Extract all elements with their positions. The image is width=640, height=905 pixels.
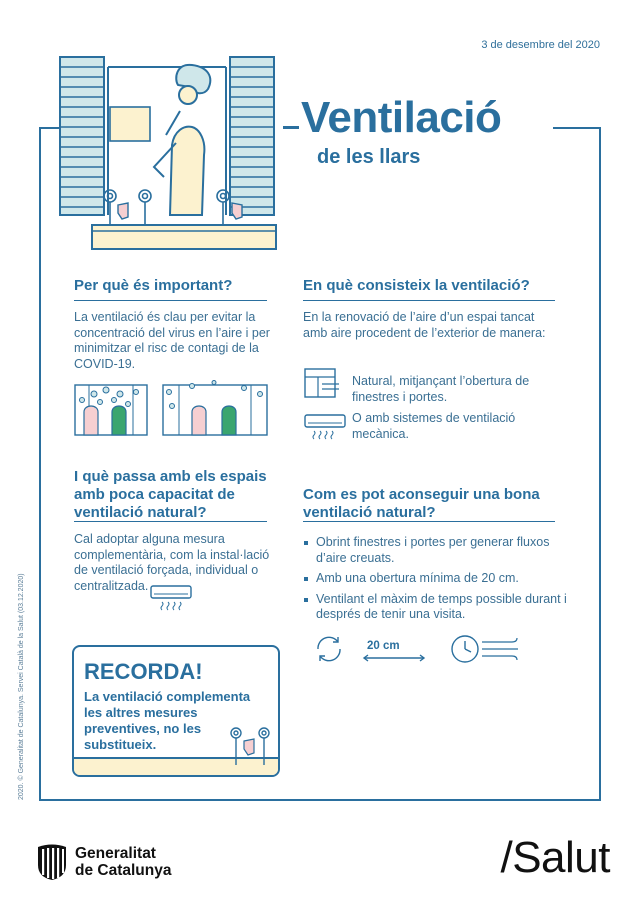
text-mechanical-ventilation: O amb sistemes de ventilació mecànica.: [352, 411, 516, 441]
rule-why-important: [74, 300, 267, 301]
clock-wind-icon: [450, 632, 520, 666]
text-natural-ventilation: Natural, mitjançant l’obertura de finestres i portes.: [352, 374, 530, 404]
generalitat-name-line2: de Catalunya: [75, 862, 172, 879]
text-low-ventilation-spaces: Cal adoptar alguna mesura complementària, com la instal·lació de ventilació forçada, individual o centralitzada.: [74, 532, 270, 593]
ventilation-tips-list: [303, 535, 573, 628]
heading-low-ventilation-spaces: I què passa amb els espais amb poca capacitat de ventilació natural?: [74, 468, 267, 521]
flowers-icon: [228, 725, 274, 765]
reminder-text: La ventilació complementa les altres mesures preventives, no les substitueix.: [84, 689, 251, 752]
generalitat-logo: [36, 843, 171, 881]
rule-low-ventilation-spaces: [74, 521, 267, 522]
rule-what-is-ventilation: [303, 300, 555, 301]
heading-what-is-ventilation: En què consisteix la ventilació?: [303, 277, 530, 294]
heading-why-important: Per què és important?: [74, 277, 233, 294]
air-conditioner-icon: [304, 413, 346, 441]
reminder-box: [72, 645, 280, 777]
generalitat-emblem-icon: [36, 843, 68, 881]
copyright-credit: 2020. © Generalitat de Catalunya. Servei Català de la Salut (03.12.2020): [18, 573, 25, 800]
opening-width-arrow: [362, 654, 426, 662]
generalitat-name-line1: Generalitat: [75, 845, 156, 862]
tip-minimum-opening: Amb una obertura mínima de 20 cm.: [303, 571, 573, 587]
virus-concentration-illustration: [74, 380, 270, 438]
publication-date: 3 de desembre del 2020: [481, 39, 600, 51]
salut-logo: /Salut: [500, 833, 610, 882]
rule-how-to-ventilate: [303, 521, 555, 522]
tip-ventilation-time: Ventilant el màxim de temps possible durant i després de tenir una visita.: [303, 592, 573, 623]
page-subtitle: de les llars: [317, 146, 421, 168]
text-why-important: La ventilació és clau per evitar la concentració del virus en l’aire i per minimitzar el risc de contagi de la COVID-19.: [74, 310, 270, 371]
page-title: Ventilació: [301, 93, 502, 142]
window-icon: [304, 368, 340, 398]
opening-width-label: 20 cm: [367, 640, 400, 652]
window-illustration: [58, 55, 284, 255]
frame-top-right-line: [553, 127, 601, 129]
tip-cross-airflow: Obrint finestres i portes per generar fluxos d’aire creuats.: [303, 535, 573, 566]
text-what-is-ventilation: En la renovació de l’aire d’un espai tancat amb aire procedent de l’exterior de manera:: [303, 310, 546, 340]
cross-airflow-icon: [314, 634, 344, 664]
heading-how-to-ventilate: Com es pot aconseguir una bona ventilació natural?: [303, 486, 540, 521]
title-dash: [283, 126, 299, 129]
reminder-title: RECORDA!: [84, 659, 203, 684]
forced-ventilation-icon: [150, 584, 192, 612]
